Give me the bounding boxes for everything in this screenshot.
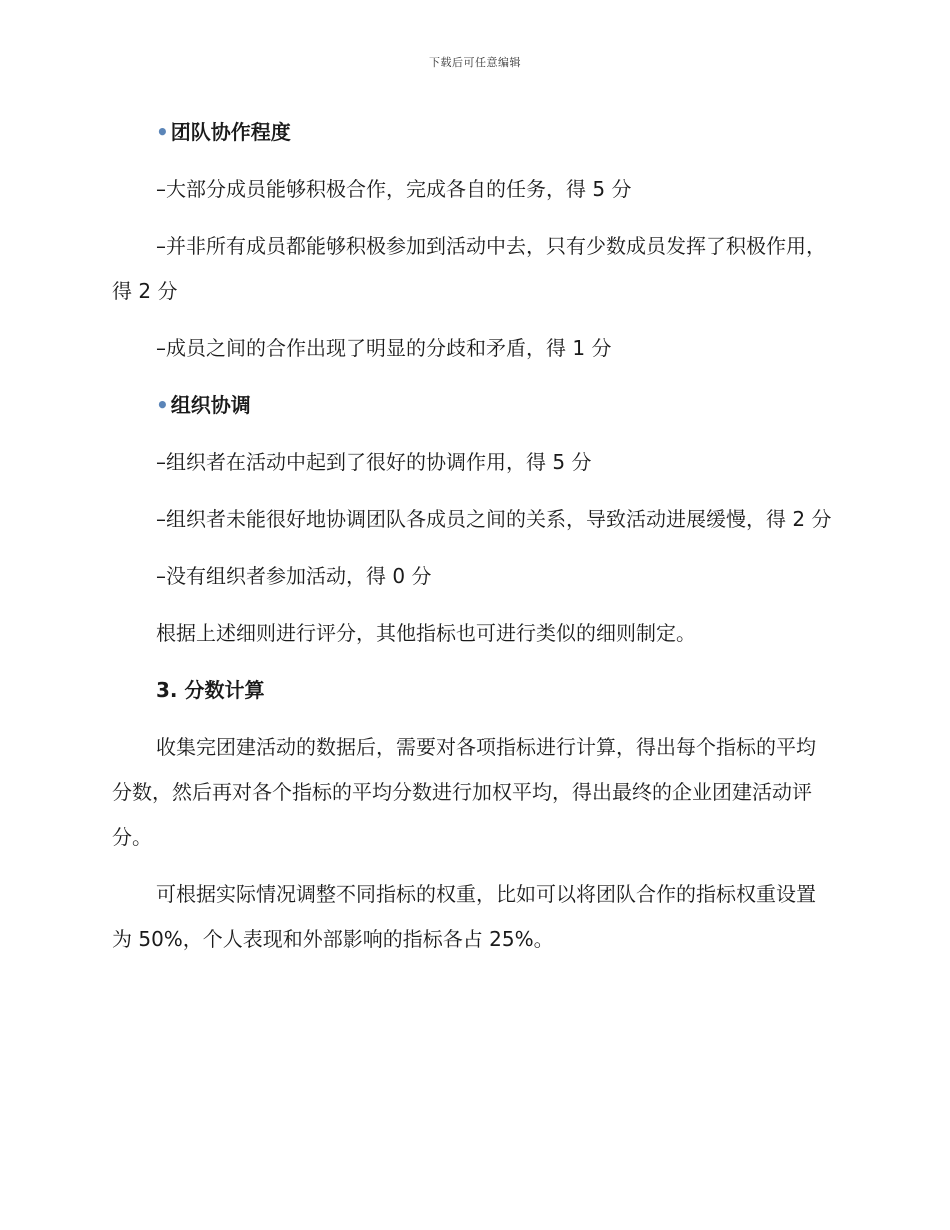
bullet-icon: • [156, 120, 169, 144]
heading-text: 组织协调 [170, 393, 251, 417]
document-body [112, 110, 832, 974]
criterion-item: –组织者未能很好地协调团队各成员之间的关系，导致活动进展缓慢，得 2 分 [156, 507, 832, 531]
heading-text: 团队协作程度 [170, 120, 291, 144]
section-heading-team-collaboration [112, 110, 832, 155]
section-heading-score-calculation: 3. 分数计算 [156, 678, 265, 702]
criterion-item: –大部分成员能够积极合作，完成各自的任务，得 5 分 [156, 177, 632, 201]
criterion-item: –组织者在活动中起到了很好的协调作用，得 5 分 [156, 450, 592, 474]
page-header: 下载后可任意编辑 [429, 56, 521, 69]
body-paragraph: 可根据实际情况调整不同指标的权重，比如可以将团队合作的指标权重设置为 50%，个人表现和外部影响的指标各占 25%。 [112, 882, 816, 951]
criterion-item: –并非所有成员都能够积极参加到活动中去，只有少数成员发挥了积极作用，得 2 分 [112, 234, 826, 303]
bullet-icon: • [156, 393, 169, 417]
section-heading-organization [112, 383, 832, 428]
criterion-item: –成员之间的合作出现了明显的分歧和矛盾，得 1 分 [156, 336, 612, 360]
summary-paragraph: 根据上述细则进行评分，其他指标也可进行类似的细则制定。 [156, 621, 696, 645]
criterion-item: –没有组织者参加活动，得 0 分 [156, 564, 432, 588]
body-paragraph: 收集完团建活动的数据后，需要对各项指标进行计算，得出每个指标的平均分数，然后再对各个指标的平均分数进行加权平均，得出最终的企业团建活动评分。 [112, 735, 816, 849]
